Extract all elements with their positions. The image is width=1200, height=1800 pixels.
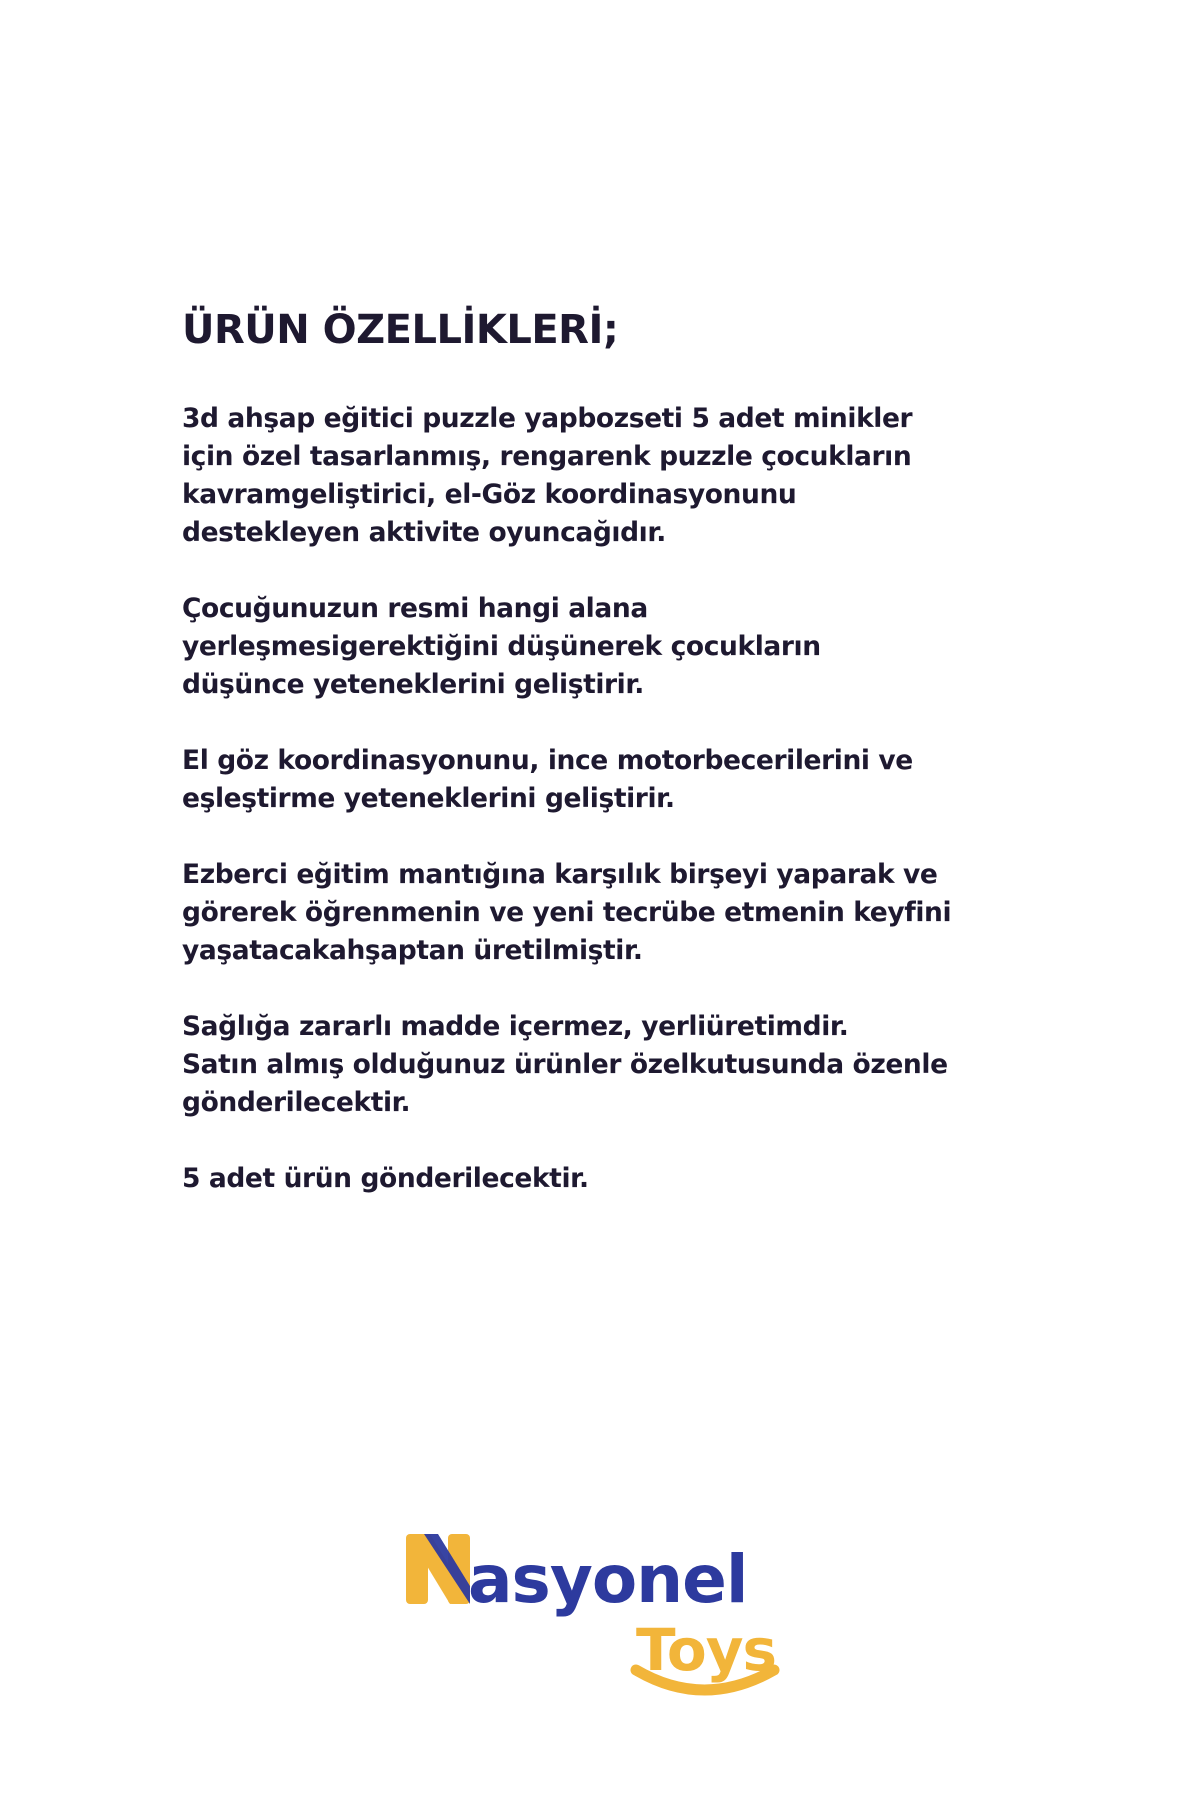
features-paragraph-1 (182, 400, 1062, 552)
text-line: yerleşmesigerektiğini düşünerek çocukların (182, 631, 821, 662)
features-paragraph-4 (182, 856, 1062, 970)
features-paragraph-2 (182, 590, 1062, 704)
features-paragraph-5 (182, 1008, 1062, 1122)
features-paragraph-3 (182, 742, 1062, 818)
logo-n-mark (406, 1534, 470, 1604)
text-line: eşleştirme yeteneklerini geliştirir. (182, 783, 675, 814)
text-line: düşünce yeteneklerini geliştirir. (182, 669, 644, 700)
logo-wordmark-primary: asyonel (468, 1541, 748, 1618)
text-line: El göz koordinasyonunu, ince motorbecerilerini ve (182, 745, 913, 776)
text-line: Satın almış olduğunuz ürünler özelkutusunda özenle (182, 1049, 948, 1080)
brand-logo (404, 1520, 804, 1700)
features-paragraph-6 (182, 1160, 1062, 1198)
text-line: kavramgeliştirici, el-Göz koordinasyonunu (182, 479, 797, 510)
text-line: Ezberci eğitim mantığına karşılık birşeyi yaparak ve (182, 859, 938, 890)
text-line: 5 adet ürün gönderilecektir. (182, 1163, 589, 1194)
product-features (182, 306, 1062, 1236)
text-line: görerek öğrenmenin ve yeni tecrübe etmenin keyfini (182, 897, 952, 928)
text-line: Sağlığa zararlı madde içermez, yerliüretimdir. (182, 1011, 849, 1042)
text-line: destekleyen aktivite oyuncağıdır. (182, 517, 666, 548)
page-title: ÜRÜN ÖZELLİKLERİ; (182, 307, 619, 353)
text-line: 3d ahşap eğitici puzzle yapbozseti 5 adet minikler (182, 403, 913, 434)
text-line: yaşatacakahşaptan üretilmiştir. (182, 935, 643, 966)
logo-wordmark-secondary: Toys (636, 1616, 777, 1684)
text-line: gönderilecektir. (182, 1087, 411, 1118)
text-line: Çocuğunuzun resmi hangi alana (182, 593, 648, 624)
text-line: için özel tasarlanmış, rengarenk puzzle çocukların (182, 441, 912, 472)
brand-logo-graphic (404, 1520, 804, 1700)
